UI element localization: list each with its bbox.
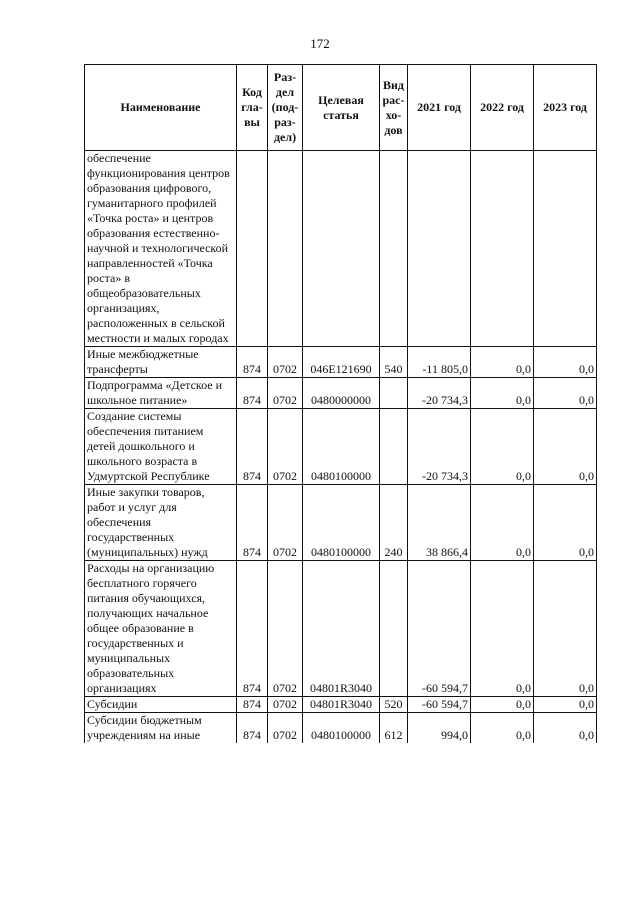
cell-2021: 38 866,4 xyxy=(408,485,471,561)
cell-chapter: 874 xyxy=(237,409,268,485)
table-row xyxy=(85,561,597,697)
cell-name: Субсидии бюджетным учреждениям на иные xyxy=(85,713,237,744)
cell-chapter: 874 xyxy=(237,561,268,697)
cell-2023: 0,0 xyxy=(534,378,597,409)
cell-target: 0480100000 xyxy=(303,409,380,485)
cell-name: Субсидии xyxy=(85,697,237,713)
cell-chapter: 874 xyxy=(237,697,268,713)
cell-chapter: 874 xyxy=(237,485,268,561)
header-year-2022: 2022 год xyxy=(471,65,534,151)
header-name: Наименование xyxy=(85,65,237,151)
cell-2021: -20 734,3 xyxy=(408,378,471,409)
cell-chapter: 874 xyxy=(237,347,268,378)
cell-name: Подпрограмма «Детское и школьное питание» xyxy=(85,378,237,409)
cell-2023: 0,0 xyxy=(534,409,597,485)
budget-table xyxy=(84,64,597,743)
cell-name: Создание системы обеспечения питанием детей дошкольного и школьного возраста в Удмуртской Республике xyxy=(85,409,237,485)
cell-expense-type: 240 xyxy=(380,485,408,561)
cell-2023: 0,0 xyxy=(534,697,597,713)
cell-2023: 0,0 xyxy=(534,347,597,378)
cell-expense-type: 520 xyxy=(380,697,408,713)
cell-section: 0702 xyxy=(268,378,303,409)
header-chapter-code: Код гла-вы xyxy=(237,65,268,151)
cell-chapter xyxy=(237,151,268,347)
cell-section xyxy=(268,151,303,347)
cell-name: Расходы на организацию бесплатного горячего питания обучающихся, получающих начальное общее образование в государственных и муниципальных образовательных организациях xyxy=(85,561,237,697)
cell-2022: 0,0 xyxy=(471,713,534,744)
table-row xyxy=(85,485,597,561)
cell-2021: -20 734,3 xyxy=(408,409,471,485)
cell-2021: 994,0 xyxy=(408,713,471,744)
cell-2022: 0,0 xyxy=(471,485,534,561)
cell-2023: 0,0 xyxy=(534,713,597,744)
cell-section: 0702 xyxy=(268,347,303,378)
cell-2022: 0,0 xyxy=(471,347,534,378)
table-row xyxy=(85,378,597,409)
cell-section: 0702 xyxy=(268,409,303,485)
table-row xyxy=(85,409,597,485)
cell-2022: 0,0 xyxy=(471,409,534,485)
table-row xyxy=(85,713,597,744)
cell-expense-type xyxy=(380,378,408,409)
cell-2023: 0,0 xyxy=(534,561,597,697)
cell-section: 0702 xyxy=(268,561,303,697)
cell-2022 xyxy=(471,151,534,347)
cell-target: 0480100000 xyxy=(303,485,380,561)
cell-target: 04801R3040 xyxy=(303,697,380,713)
cell-expense-type: 540 xyxy=(380,347,408,378)
cell-target: 046E121690 xyxy=(303,347,380,378)
cell-2022: 0,0 xyxy=(471,378,534,409)
cell-name: Иные закупки товаров, работ и услуг для обеспечения государственных (муниципальных) нужд xyxy=(85,485,237,561)
cell-2021 xyxy=(408,151,471,347)
cell-2021: -60 594,7 xyxy=(408,561,471,697)
header-year-2021: 2021 год xyxy=(408,65,471,151)
cell-section: 0702 xyxy=(268,697,303,713)
cell-chapter: 874 xyxy=(237,378,268,409)
table-row xyxy=(85,151,597,347)
cell-expense-type xyxy=(380,409,408,485)
page-number: 172 xyxy=(310,36,330,51)
cell-name: Иные межбюджетные трансферты xyxy=(85,347,237,378)
table-header-row xyxy=(85,65,597,151)
header-expense-type: Вид рас-хо-дов xyxy=(380,65,408,151)
cell-target: 0480000000 xyxy=(303,378,380,409)
cell-2021: -11 805,0 xyxy=(408,347,471,378)
cell-2023: 0,0 xyxy=(534,485,597,561)
table-row xyxy=(85,697,597,713)
cell-2021: -60 594,7 xyxy=(408,697,471,713)
header-target-item: Целевая статья xyxy=(303,65,380,151)
cell-2022: 0,0 xyxy=(471,561,534,697)
cell-2022: 0,0 xyxy=(471,697,534,713)
cell-target xyxy=(303,151,380,347)
cell-expense-type xyxy=(380,561,408,697)
cell-2023 xyxy=(534,151,597,347)
cell-section: 0702 xyxy=(268,713,303,744)
table-row xyxy=(85,347,597,378)
cell-target: 0480100000 xyxy=(303,713,380,744)
header-section: Раз-дел (под-раз-дел) xyxy=(268,65,303,151)
cell-target: 04801R3040 xyxy=(303,561,380,697)
cell-expense-type xyxy=(380,151,408,347)
cell-expense-type: 612 xyxy=(380,713,408,744)
header-year-2023: 2023 год xyxy=(534,65,597,151)
cell-name: обеспечение функционирования центров образования цифрового, гуманитарного профилей «Точка роста» и центров образования естественно-научной и технологической направленностей «Точка роста» в общеобразовательных организациях, расположенных в сельской местности и малых городах xyxy=(85,151,237,347)
cell-section: 0702 xyxy=(268,485,303,561)
cell-chapter: 874 xyxy=(237,713,268,744)
